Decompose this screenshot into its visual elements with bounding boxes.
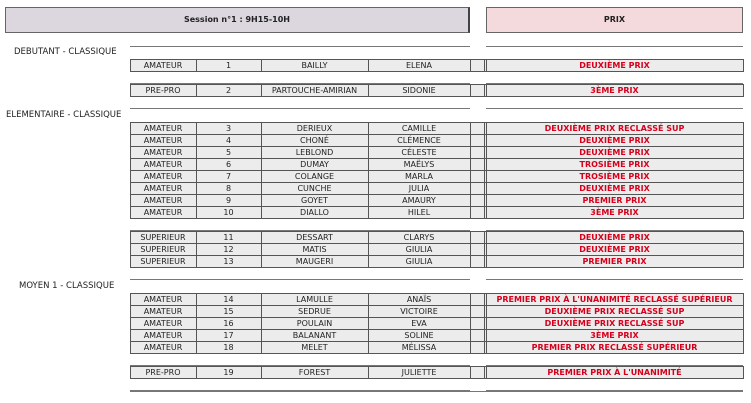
grid-line — [486, 84, 487, 97]
cell-num: 6 — [225, 159, 232, 169]
cell-first: SIDONIE — [402, 85, 436, 95]
cell-level: AMATEUR — [143, 147, 183, 157]
grid-line — [368, 122, 369, 219]
grid-line — [130, 366, 131, 379]
cell-last: DESSART — [296, 232, 333, 242]
cell-num: 13 — [223, 256, 234, 266]
cell-level: AMATEUR — [143, 171, 183, 181]
cell-num: 2 — [225, 85, 232, 95]
cell-first: GIULIA — [405, 244, 433, 254]
cell-last: PARTOUCHE-AMIRIAN — [271, 85, 358, 95]
grid-line — [261, 293, 262, 354]
grid-line — [261, 122, 262, 219]
prize-cell: 3ÈME PRIX — [590, 330, 639, 340]
cell-first: MARLA — [404, 171, 434, 181]
grid-line — [470, 84, 471, 97]
grid-line — [196, 122, 197, 219]
cell-last: POULAIN — [296, 318, 333, 328]
cell-level: SUPERIEUR — [140, 232, 186, 242]
grid-line — [261, 366, 262, 379]
grid-line — [486, 366, 487, 379]
cell-num: 8 — [225, 183, 232, 193]
prize-cell: PREMIER PRIX — [582, 195, 647, 205]
cell-num: 5 — [225, 147, 232, 157]
grid-line — [486, 279, 743, 280]
grid-line — [470, 231, 471, 268]
cell-num: 19 — [223, 367, 234, 377]
grid-line — [130, 279, 470, 280]
cell-level: AMATEUR — [143, 342, 183, 352]
grid-line — [196, 59, 197, 72]
cell-last: CUNCHE — [297, 183, 332, 193]
prize-cell: 3ÈME PRIX — [590, 207, 639, 217]
section-title: MOYEN 1 - CLASSIQUE — [19, 281, 115, 291]
grid-line — [743, 84, 744, 97]
grid-line — [368, 293, 369, 354]
grid-line — [261, 231, 262, 268]
cell-first: JULIA — [408, 183, 430, 193]
cell-first: JULIETTE — [401, 367, 437, 377]
grid-line — [130, 46, 470, 47]
prize-cell: DEUXIÈME PRIX RECLASSÉ SUP — [544, 318, 685, 328]
prize-cell: PREMIER PRIX — [582, 256, 647, 266]
grid-line — [484, 59, 485, 72]
cell-last: COLANGE — [294, 171, 335, 181]
cell-num: 11 — [223, 232, 234, 242]
grid-line — [261, 84, 262, 97]
cell-first: CLARYS — [403, 232, 435, 242]
cell-last: DIALLO — [300, 207, 329, 217]
cell-level: SUPERIEUR — [140, 256, 186, 266]
prize-cell: PREMIER PRIX À L'UNANIMITÉ — [547, 367, 682, 377]
cell-first: ELENA — [405, 60, 433, 70]
cell-last: DUMAY — [300, 159, 329, 169]
grid-line — [196, 366, 197, 379]
cell-num: 16 — [223, 318, 234, 328]
grid-line — [470, 59, 471, 72]
cell-last: LAMULLE — [296, 294, 333, 304]
cell-last: GOYET — [301, 195, 328, 205]
section-title: DEBUTANT - CLASSIQUE — [14, 47, 117, 57]
cell-first: EVA — [411, 318, 427, 328]
prize-cell: DEUXIÈME PRIX RECLASSÉ SUP — [544, 123, 685, 133]
grid-line — [130, 108, 470, 109]
cell-first: HILEL — [407, 207, 431, 217]
grid-line — [130, 84, 131, 97]
grid-line — [470, 122, 471, 219]
cell-level: AMATEUR — [143, 60, 183, 70]
grid-line — [484, 122, 485, 219]
cell-level: AMATEUR — [143, 306, 183, 316]
cell-last: DERIEUX — [296, 123, 333, 133]
cell-first: GIULIA — [405, 256, 433, 266]
grid-line — [130, 231, 131, 268]
cell-first: MAËLYS — [403, 159, 435, 169]
cell-num: 7 — [225, 171, 232, 181]
cell-level: PRE-PRO — [145, 367, 181, 377]
prize-cell: DEUXIÈME PRIX — [579, 232, 650, 242]
cell-level: AMATEUR — [143, 294, 183, 304]
cell-num: 4 — [225, 135, 232, 145]
grid-line — [368, 84, 369, 97]
grid-line — [368, 59, 369, 72]
prix-title: PRIX — [603, 15, 626, 24]
cell-last: MAUGERI — [295, 256, 334, 266]
cell-num: 10 — [223, 207, 234, 217]
cell-last: SEDRUE — [298, 306, 331, 316]
prize-cell: TROSIÈME PRIX — [579, 171, 650, 181]
grid-line — [130, 293, 131, 354]
cell-num: 3 — [225, 123, 232, 133]
cell-last: LEBLOND — [295, 147, 334, 157]
cell-level: PRE-PRO — [145, 85, 181, 95]
cell-last: MATIS — [302, 244, 327, 254]
cell-level: AMATEUR — [143, 123, 183, 133]
prize-cell: DEUXIÈME PRIX — [579, 147, 650, 157]
cell-num: 9 — [225, 195, 232, 205]
cell-last: BALANANT — [292, 330, 337, 340]
cell-last: FOREST — [298, 367, 331, 377]
grid-line — [196, 293, 197, 354]
cell-level: AMATEUR — [143, 207, 183, 217]
prize-cell: DEUXIÈME PRIX — [579, 244, 650, 254]
cell-level: AMATEUR — [143, 183, 183, 193]
cell-last: BAILLY — [301, 60, 328, 70]
grid-line — [486, 293, 487, 354]
cell-first: CÉLESTE — [401, 147, 437, 157]
cell-first: MÉLISSA — [401, 342, 437, 352]
prize-cell: DEUXIÈME PRIX — [579, 135, 650, 145]
grid-line — [743, 293, 744, 354]
prize-cell: TROSIÈME PRIX — [579, 159, 650, 169]
section-title: ELEMENTAIRE - CLASSIQUE — [6, 110, 122, 120]
grid-line — [130, 391, 743, 392]
cell-first: ANAÏS — [406, 294, 432, 304]
prize-cell: DEUXIÈME PRIX — [579, 60, 650, 70]
prize-cell: PREMIER PRIX RECLASSÉ SUPÉRIEUR — [531, 342, 698, 352]
cell-num: 17 — [223, 330, 234, 340]
grid-line — [484, 366, 485, 379]
cell-num: 1 — [225, 60, 232, 70]
cell-num: 14 — [223, 294, 234, 304]
cell-first: SOLINE — [404, 330, 434, 340]
cell-level: AMATEUR — [143, 159, 183, 169]
grid-line — [743, 231, 744, 268]
grid-line — [743, 366, 744, 379]
prize-cell: 3ÈME PRIX — [590, 85, 639, 95]
cell-first: AMAURY — [402, 195, 436, 205]
cell-num: 15 — [223, 306, 234, 316]
cell-level: AMATEUR — [143, 330, 183, 340]
grid-line — [368, 366, 369, 379]
cell-first: VICTOIRE — [400, 306, 438, 316]
cell-first: CLÉMENCE — [397, 135, 441, 145]
grid-line — [261, 59, 262, 72]
grid-line — [484, 293, 485, 354]
cell-level: AMATEUR — [143, 135, 183, 145]
cell-num: 12 — [223, 244, 234, 254]
cell-level: AMATEUR — [143, 318, 183, 328]
grid-line — [196, 231, 197, 268]
grid-line — [486, 231, 487, 268]
grid-line — [486, 108, 743, 109]
grid-line — [486, 46, 743, 47]
grid-line — [196, 84, 197, 97]
grid-line — [486, 122, 487, 219]
session-header — [5, 7, 470, 33]
grid-line — [486, 59, 487, 72]
cell-last: CHONÉ — [300, 135, 329, 145]
grid-line — [484, 231, 485, 268]
prize-cell: DEUXIÈME PRIX — [579, 183, 650, 193]
cell-level: SUPERIEUR — [140, 244, 186, 254]
grid-line — [470, 366, 471, 379]
prix-header — [486, 7, 743, 33]
grid-line — [130, 59, 131, 72]
grid-line — [130, 122, 131, 219]
cell-first: CAMILLE — [401, 123, 437, 133]
cell-level: AMATEUR — [143, 195, 183, 205]
session-title: Session n°1 : 9H15-10H — [183, 15, 290, 24]
grid-line — [470, 293, 471, 354]
prize-cell: PREMIER PRIX À L'UNANIMITÉ RECLASSÉ SUPÉRIEUR — [496, 294, 733, 304]
grid-line — [368, 231, 369, 268]
grid-line — [743, 59, 744, 72]
cell-num: 18 — [223, 342, 234, 352]
prize-cell: DEUXIÈME PRIX RECLASSÉ SUP — [544, 306, 685, 316]
grid-line — [743, 122, 744, 219]
cell-last: MELET — [301, 342, 328, 352]
grid-line — [484, 84, 485, 97]
